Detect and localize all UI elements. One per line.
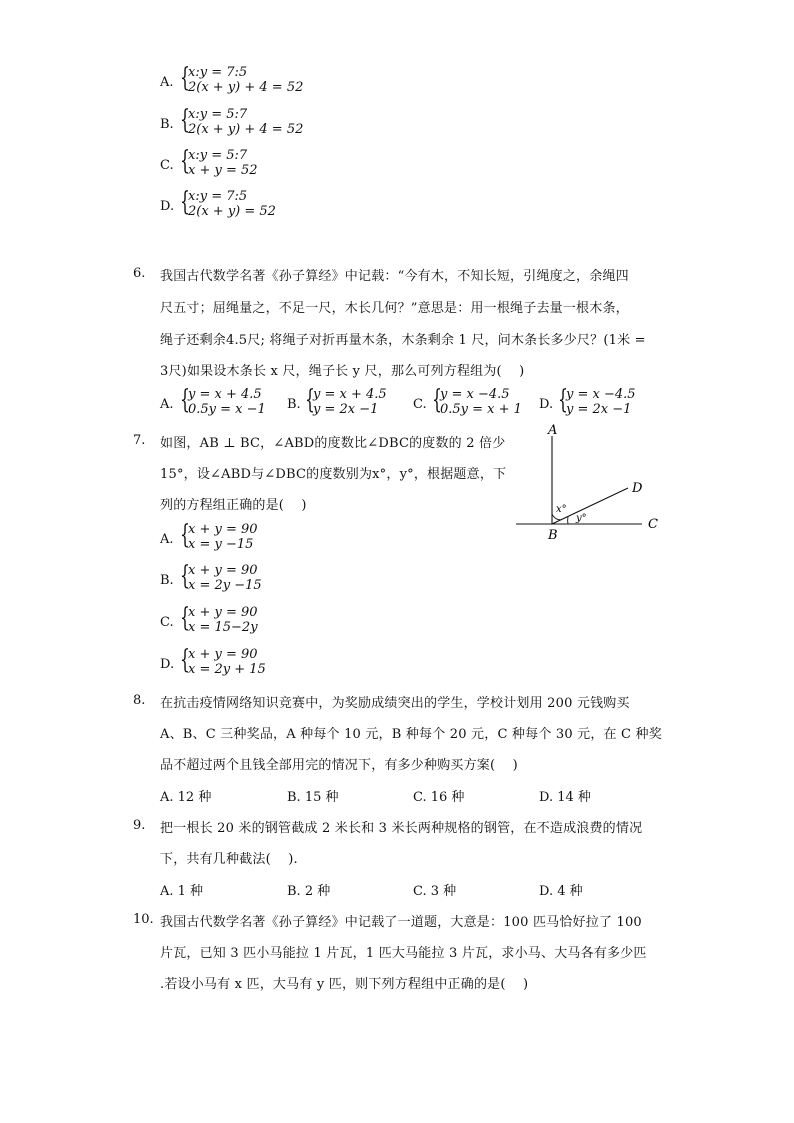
option-a: A. 1 种 (160, 884, 204, 899)
brace-icon: { (180, 63, 190, 93)
question-text-line: 尺五寸；屈绳量之，不足一尺，木长几何？”意思是：用一根绳子去量一根木条， (160, 301, 629, 316)
option-label: C. (160, 158, 174, 173)
brace-icon: { (180, 385, 190, 415)
equation-line-2: x + y = 52 (188, 163, 258, 178)
question-text-line: A、B、C 三种奖品，A 种每个 10 元，B 种每个 20 元，C 种每个 30 元，在 C 种奖 (160, 727, 662, 742)
question-text-line: 下，共有几种截法( ). (160, 852, 298, 867)
question-number: 10. (133, 912, 154, 927)
equation-line-2: 0.5y = x −1 (188, 402, 266, 417)
label-x-degree: x° (556, 504, 567, 515)
option-label: D. (160, 657, 175, 672)
question-number: 6. (133, 266, 146, 281)
equation-line-1: x + y = 90 (188, 522, 258, 537)
option-d: D. 14 种 (539, 790, 591, 805)
brace-icon: { (180, 520, 190, 550)
equation-line-1: x + y = 90 (188, 605, 258, 620)
angle-figure (510, 420, 670, 545)
equation-line-1: y = x −4.5 (440, 387, 510, 402)
question-text-line: 15°，设∠ABD与∠DBC的度数别为x°，y°，根据题意，下 (160, 467, 507, 482)
equation-line-1: x:y = 7:5 (188, 189, 248, 204)
option-label: D. (539, 397, 554, 412)
option-label: D. (160, 199, 175, 214)
equation-line-2: 2(x + y) = 52 (188, 204, 276, 219)
option-b: B. 2 种 (287, 884, 331, 899)
brace-icon: { (558, 385, 568, 415)
question-number: 7. (133, 433, 146, 448)
brace-icon: { (305, 385, 315, 415)
question-text-line: .若设小马有 x 匹，大马有 y 匹，则下列方程组中正确的是( ) (160, 977, 529, 992)
equation-line-1: x:y = 5:7 (188, 148, 248, 163)
option-label: C. (160, 615, 174, 630)
label-a: A (548, 423, 558, 438)
equation-line-2: x = 2y + 15 (188, 662, 266, 677)
question-text-line: 我国古代数学名著《孙子算经》中记载了一道题，大意是：100 匹马恰好拉了 100 (160, 915, 642, 930)
brace-icon: { (180, 146, 190, 176)
brace-icon: { (180, 603, 190, 633)
option-label: C. (413, 397, 427, 412)
option-label: A. (160, 532, 174, 547)
question-text-line: 我国古代数学名著《孙子算经》中记载：“今有木，不知长短，引绳度之，余绳四 (160, 269, 629, 284)
equation-line-2: 0.5y = x + 1 (440, 402, 522, 417)
question-number: 9. (133, 818, 146, 833)
label-c: C (648, 517, 658, 532)
option-label: B. (287, 397, 301, 412)
option-label: A. (160, 397, 174, 412)
option-b: B. 15 种 (287, 790, 339, 805)
question-text-line: 把一根长 20 米的钢管截成 2 米长和 3 米长两种规格的钢管，在不造成浪费的情况 (160, 821, 643, 836)
question-text-line: 绳子还剩余4.5尺; 将绳子对折再量木条，木条剩余 1 尺，问木条长多少尺？(1米 = (160, 333, 646, 348)
brace-icon: { (180, 105, 190, 135)
question-text-line: 3尺)如果设木条长 x 尺，绳子长 y 尺，那么可列方程组为( ) (160, 364, 525, 379)
option-c: C. 16 种 (413, 790, 465, 805)
option-c: C. 3 种 (413, 884, 457, 899)
equation-line-2: y = 2x −1 (566, 402, 632, 417)
label-y-degree: y° (576, 513, 587, 524)
label-b: B (548, 528, 558, 543)
equation-line-1: y = x + 4.5 (313, 387, 387, 402)
brace-icon: { (180, 645, 190, 675)
question-text-line: 片瓦，已知 3 匹小马能拉 1 片瓦，1 匹大马能拉 3 片瓦，求小马、大马各有多少匹 (160, 946, 647, 961)
equation-line-1: x:y = 5:7 (188, 107, 248, 122)
equation-line-2: 2(x + y) + 4 = 52 (188, 122, 304, 137)
option-label: B. (160, 573, 174, 588)
option-a: A. 12 种 (160, 790, 212, 805)
equation-line-1: x + y = 90 (188, 563, 258, 578)
label-d: D (632, 481, 643, 496)
equation-line-1: y = x −4.5 (566, 387, 636, 402)
brace-icon: { (180, 187, 190, 217)
equation-line-1: y = x + 4.5 (188, 387, 262, 402)
question-number: 8. (133, 693, 146, 708)
question-text-line: 列的方程组正确的是( ) (160, 498, 307, 513)
question-text-line: 如图，AB ⊥ BC，∠ABD的度数比∠DBC的度数的 2 倍少 (160, 436, 506, 451)
equation-line-2: x = 15−2y (188, 620, 258, 635)
equation-line-2: x = y −15 (188, 537, 254, 552)
option-d: D. 4 种 (539, 884, 583, 899)
option-label: B. (160, 117, 174, 132)
brace-icon: { (180, 561, 190, 591)
equation-line-1: x:y = 7:5 (188, 65, 248, 80)
equation-line-2: y = 2x −1 (313, 402, 379, 417)
equation-line-1: x + y = 90 (188, 647, 258, 662)
question-text-line: 品不超过两个且钱全部用完的情况下，有多少种购买方案( ) (160, 758, 518, 773)
brace-icon: { (432, 385, 442, 415)
question-text-line: 在抗击疫情网络知识竞赛中，为奖励成绩突出的学生，学校计划用 200 元钱购买 (160, 696, 630, 711)
option-label: A. (160, 75, 174, 90)
equation-line-2: 2(x + y) + 4 = 52 (188, 80, 304, 95)
equation-line-2: x = 2y −15 (188, 578, 262, 593)
